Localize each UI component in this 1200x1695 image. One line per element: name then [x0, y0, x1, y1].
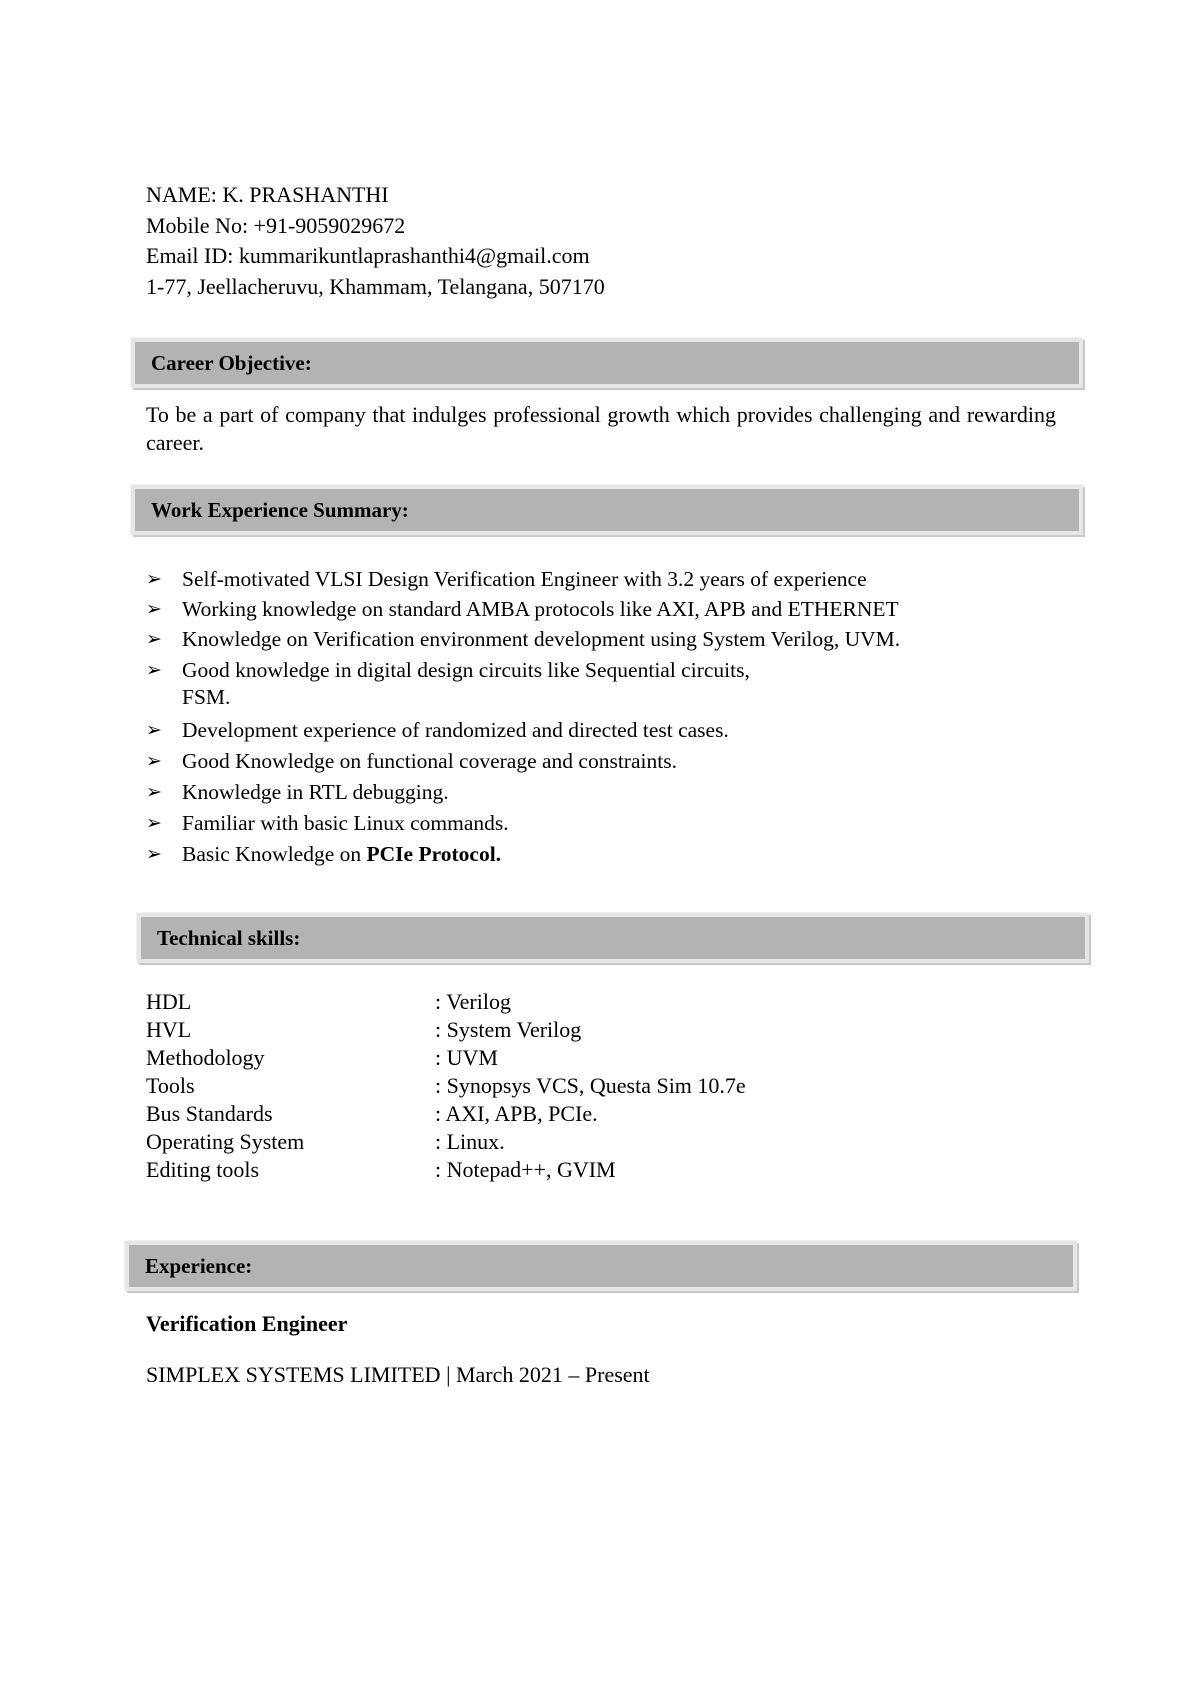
list-item: ➢ Working knowledge on standard AMBA protocols like AXI, APB and ETHERNET: [146, 597, 899, 621]
contact-address: 1-77, Jeellacheruvu, Khammam, Telangana, 507170: [146, 273, 605, 299]
job-title: Verification Engineer: [146, 1311, 348, 1336]
work-summary-list: [146, 566, 1066, 871]
arrow-bullet-icon: ➢: [146, 659, 162, 681]
list-item: ➢ Good Knowledge on functional coverage and constraints.: [146, 749, 677, 773]
career-objective-header: [131, 338, 1083, 388]
list-item: ➢ Familiar with basic Linux commands.: [146, 811, 509, 835]
experience-header: [125, 1241, 1077, 1291]
list-item: ➢ Knowledge in RTL debugging.: [146, 780, 449, 804]
arrow-bullet-icon: ➢: [146, 568, 162, 590]
technical-skills-header: [137, 913, 1089, 963]
contact-email: Email ID: kummarikuntlaprashanthi4@gmail.com: [146, 243, 590, 268]
list-item: ➢ Knowledge on Verification environment development using System Verilog, UVM.: [146, 627, 901, 651]
work-summary-header: [131, 485, 1083, 535]
contact-block: [146, 180, 605, 302]
arrow-bullet-icon: ➢: [146, 628, 162, 650]
technical-skills-heading: Technical skills:: [157, 926, 301, 950]
job-company-line: SIMPLEX SYSTEMS LIMITED | March 2021 – Present: [146, 1362, 650, 1387]
experience-heading: Experience:: [145, 1254, 253, 1278]
list-item: ➢ Self-motivated VLSI Design Verification Engineer with 3.2 years of experience: [146, 567, 867, 591]
arrow-bullet-icon: ➢: [146, 598, 162, 620]
arrow-bullet-icon: ➢: [146, 843, 162, 865]
arrow-bullet-icon: ➢: [146, 719, 162, 741]
contact-mobile: Mobile No: +91-9059029672: [146, 212, 406, 238]
career-objective-heading: Career Objective:: [151, 351, 312, 375]
arrow-bullet-icon: ➢: [146, 750, 162, 772]
list-item: ➢ Good knowledge in digital design circuits like Sequential circuits, FSM.: [146, 658, 750, 709]
arrow-bullet-icon: ➢: [146, 812, 162, 834]
work-summary-heading: Work Experience Summary:: [151, 498, 409, 522]
arrow-bullet-icon: ➢: [146, 781, 162, 803]
list-item: ➢ Development experience of randomized and directed test cases.: [146, 718, 729, 742]
career-objective-text: To be a part of company that indulges professional growth which provides challenging and rewarding career.: [146, 402, 1056, 455]
list-item: ➢ Basic Knowledge on PCIe Protocol.: [146, 842, 502, 866]
contact-name: NAME: K. PRASHANTHI: [146, 182, 389, 207]
resume-page: NAME: K. PRASHANTHI Mobile No: +91-9059029672 Email ID: kummarikuntlaprashanthi4@gmail.com 1-77, Jeellacheruvu, Khammam, Telangana, 507170 Career Objective: To be a part of company that indulges professional growth which provides challenging and rewarding career. Work Experience Summary: ➢ Self-motivated VLSI Design Verification Engineer with 3.2 years of experience ➢ Working knowledge on standard AMBA protocols like AXI, APB and ETHERNET ➢ Knowledge on Verification environment development using System Verilog, UVM. ➢ Good knowledge in digital design circuits like Sequential circuits, FSM. ➢ Development experience of randomized and directed test cases. ➢ Good Knowledge on functional coverage and constraints. ➢ Knowledge in RTL debugging. ➢ Familiar with basic Linux commands. ➢ Basic Knowledge on PCIe Protocol. Technical skills: HDL : Verilog HVL : System Verilog Methodology : UVM Tools : Synopsys VCS, Questa Sim 10.7e Bus Standards : AXI, APB, PCIe. Operating System : Linux. Editing tools : Notepad++, GVIM Experience: Verification Engineer SIMPLEX SYSTEMS LIMITED | March 2021 – Present: [0, 0, 1200, 1695]
